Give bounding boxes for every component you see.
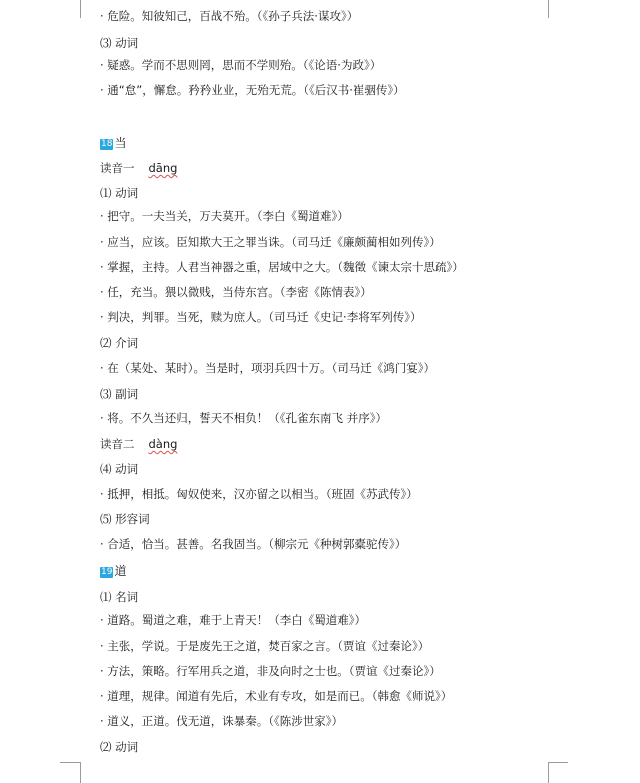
- reading-label: 读音二: [100, 437, 135, 451]
- crop-mark: [548, 762, 549, 783]
- crop-mark: [80, 0, 81, 18]
- crop-mark: [80, 762, 81, 783]
- definition-line: · 危险。知彼知己，百战不殆。（《孙子兵法·谋攻》）: [100, 9, 359, 23]
- entry-number-badge: 18: [101, 139, 113, 149]
- pinyin-text: dàng: [148, 437, 178, 451]
- entry-character: 当: [114, 136, 127, 150]
- part-of-speech-heading: ⑸ 形容词: [100, 512, 150, 526]
- definition-line: · 道理，规律。闻道有先后，术业有专攻，如是而已。（韩愈《师说》）: [100, 689, 453, 703]
- definition-line: · 主张，学说。于是废先王之道，焚百家之言。（贾谊《过秦论》）: [100, 639, 430, 653]
- definition-line: · 方法，策略。行军用兵之道，非及向时之士也。（贾谊《过秦论》）: [100, 664, 441, 678]
- crop-mark: [548, 0, 549, 18]
- definition-line: · 将。不久当还归，誓天不相负！（《孔雀东南飞 并序》）: [100, 411, 387, 425]
- definition-line: · 在（某处、某时）。当是时，项羽兵四十万。（司马迁《鸿门宴》）: [100, 361, 436, 375]
- definition-line: · 掌握，主持。人君当神器之重，居域中之大。（魏徵《谏太宗十思疏》）: [100, 260, 464, 274]
- crop-mark: [548, 762, 568, 763]
- part-of-speech-heading: ⑵ 介词: [100, 336, 139, 350]
- reading-label: 读音一: [100, 161, 135, 175]
- definition-line: · 合适，恰当。甚善。名我固当。（柳宗元《种树郭橐驼传》）: [100, 537, 407, 551]
- reading-heading-one: [100, 160, 177, 176]
- entry-heading-dao: [100, 563, 126, 579]
- definition-line: · 抵押，相抵。匈奴使来，汉亦留之以相当。（班固《苏武传》）: [100, 487, 418, 501]
- part-of-speech-heading: ⑵ 动词: [100, 740, 139, 754]
- entry-heading-dang: [100, 135, 126, 151]
- definition-line: · 把守。一夫当关，万夫莫开。（李白《蜀道难》）: [100, 209, 349, 223]
- definition-line: · 应当，应该。臣知欺大王之罪当诛。（司马迁《廉颇蔺相如列传》）: [100, 235, 441, 249]
- definition-line: · 道义，正道。伐无道，诛暴秦。（《陈涉世家》）: [100, 714, 344, 728]
- entry-character: 道: [114, 564, 127, 578]
- entry-number-badge: 19: [101, 567, 113, 577]
- part-of-speech-heading: ⑶ 副词: [100, 387, 139, 401]
- definition-line: · 通“怠”，懈怠。矜矜业业，无殆无荒。（《后汉书·崔骃传》）: [100, 83, 405, 97]
- pinyin-text: dāng: [148, 161, 178, 175]
- reading-heading-two: [100, 436, 177, 452]
- part-of-speech-heading: ⑴ 名词: [100, 590, 139, 604]
- part-of-speech-heading: ⑶ 动词: [100, 36, 139, 50]
- crop-mark: [60, 762, 80, 763]
- part-of-speech-heading: ⑷ 动词: [100, 462, 139, 476]
- definition-line: · 道路。蜀道之难，难于上青天！（李白《蜀道难》）: [100, 613, 367, 627]
- definition-line: · 判决，判罪。当死，赎为庶人。（司马迁《史记·李将军列传》）: [100, 310, 422, 324]
- definition-line: · 疑惑。学而不思则罔，思而不学则殆。（《论语·为政》）: [100, 58, 382, 72]
- part-of-speech-heading: ⑴ 动词: [100, 186, 139, 200]
- definition-line: · 任，充当。猥以微贱，当侍东宫。（李密《陈情表》）: [100, 285, 372, 299]
